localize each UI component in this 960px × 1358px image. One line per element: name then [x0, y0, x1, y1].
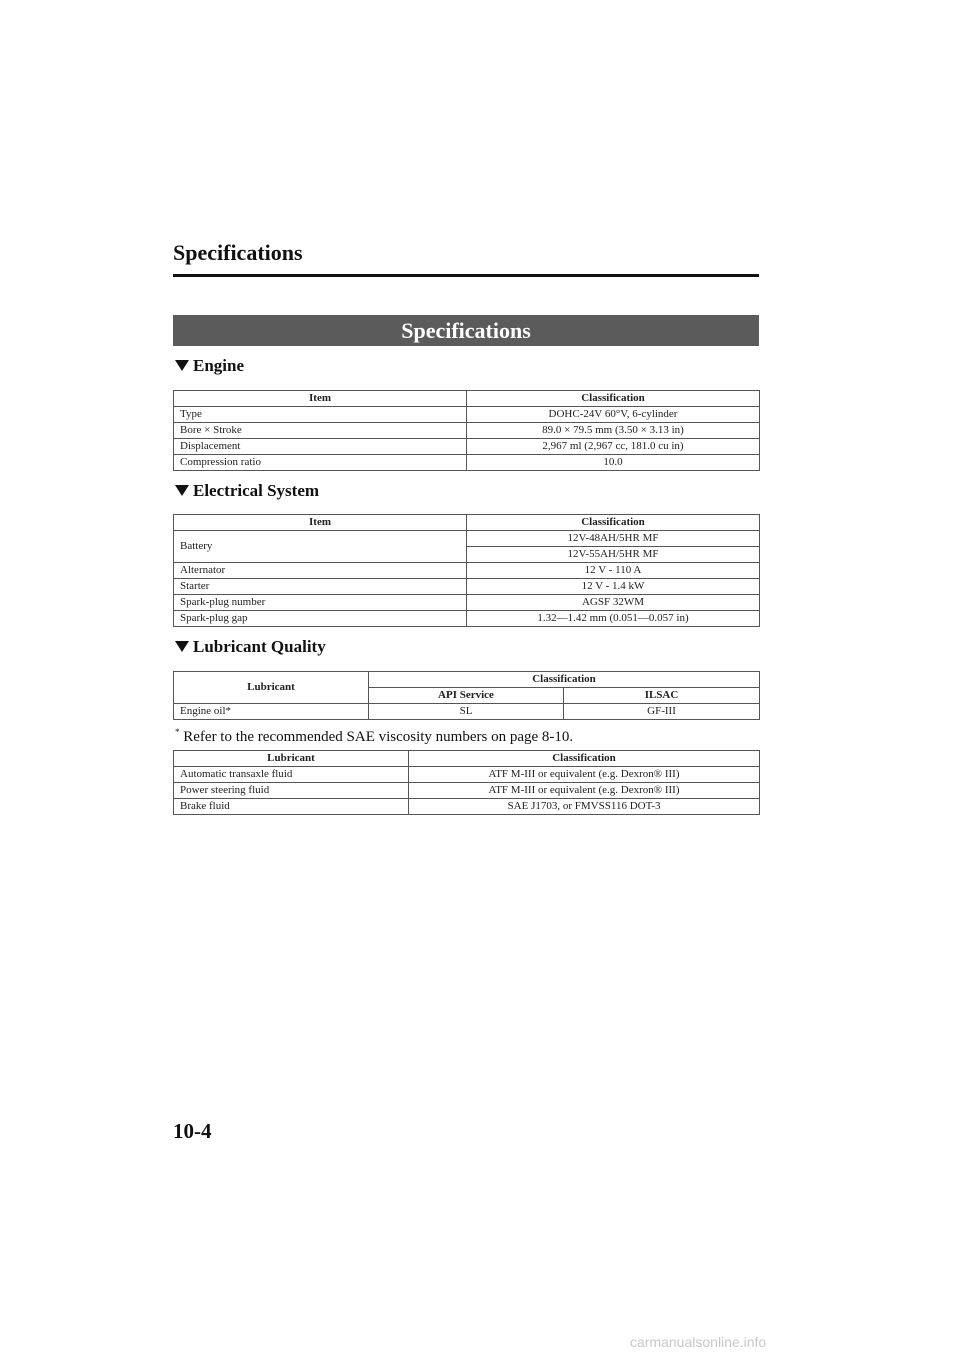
table-row	[174, 704, 760, 720]
table-cell: ATF M-III or equivalent (e.g. Dexron® III)	[409, 783, 760, 799]
table-row	[174, 579, 760, 595]
fluids-table	[173, 750, 760, 815]
table-cell: 12V-55AH/5HR MF	[467, 547, 760, 563]
column-header: Item	[174, 391, 467, 407]
table-cell: Alternator	[174, 563, 467, 579]
table-row	[174, 595, 760, 611]
lubricant-heading	[175, 637, 326, 657]
table-row	[174, 799, 760, 815]
column-header: Lubricant	[174, 672, 369, 704]
table-cell: 12 V - 1.4 kW	[467, 579, 760, 595]
column-header: Classification	[409, 751, 760, 767]
column-header: Classification	[369, 672, 760, 688]
table-row	[174, 407, 760, 423]
table-cell: Compression ratio	[174, 455, 467, 471]
table-cell: Starter	[174, 579, 467, 595]
table-header-row	[174, 672, 760, 688]
electrical-table	[173, 514, 760, 627]
column-header: Lubricant	[174, 751, 409, 767]
table-header-row	[174, 751, 760, 767]
engine-table	[173, 390, 760, 471]
table-cell: ATF M-III or equivalent (e.g. Dexron® III)	[409, 767, 760, 783]
table-cell: Type	[174, 407, 467, 423]
table-cell: GF-III	[564, 704, 760, 720]
column-header: ILSAC	[564, 688, 760, 704]
table-row	[174, 531, 760, 547]
electrical-heading-label: Electrical System	[193, 481, 320, 500]
column-header: Classification	[467, 515, 760, 531]
section-banner: Specifications	[173, 315, 759, 346]
triangle-down-icon	[175, 485, 189, 496]
column-header: Item	[174, 515, 467, 531]
footnote-mark: *	[175, 727, 180, 737]
table-cell: DOHC-24V 60°V, 6-cylinder	[467, 407, 760, 423]
table-cell: Engine oil*	[174, 704, 369, 720]
table-row	[174, 439, 760, 455]
engine-heading	[175, 356, 244, 376]
table-cell: 89.0 × 79.5 mm (3.50 × 3.13 in)	[467, 423, 760, 439]
triangle-down-icon	[175, 641, 189, 652]
engine-heading-label: Engine	[193, 356, 245, 375]
table-cell: SAE J1703, or FMVSS116 DOT-3	[409, 799, 760, 815]
triangle-down-icon	[175, 360, 189, 371]
table-cell: SL	[369, 704, 564, 720]
column-header: API Service	[369, 688, 564, 704]
lubricant-heading-label: Lubricant Quality	[193, 637, 326, 656]
table-cell: Spark-plug gap	[174, 611, 467, 627]
page-title: Specifications	[173, 240, 303, 265]
footnote-text: Refer to the recommended SAE viscosity numbers on page 8-10.	[179, 729, 574, 745]
table-cell: Bore × Stroke	[174, 423, 467, 439]
table-cell: Brake fluid	[174, 799, 409, 815]
table-cell: AGSF 32WM	[467, 595, 760, 611]
table-row	[174, 783, 760, 799]
table-row	[174, 611, 760, 627]
table-row	[174, 455, 760, 471]
table-cell: 12 V - 110 A	[467, 563, 760, 579]
electrical-heading	[175, 481, 319, 501]
table-cell: Power steering fluid	[174, 783, 409, 799]
table-cell: Automatic transaxle fluid	[174, 767, 409, 783]
footnote	[175, 727, 573, 746]
table-cell: 10.0	[467, 455, 760, 471]
table-cell: 1.32—1.42 mm (0.051—0.057 in)	[467, 611, 760, 627]
column-header: Classification	[467, 391, 760, 407]
table-cell: Spark-plug number	[174, 595, 467, 611]
table-cell: Displacement	[174, 439, 467, 455]
table-row	[174, 563, 760, 579]
table-row	[174, 423, 760, 439]
table-header-row	[174, 391, 760, 407]
table-header-row	[174, 515, 760, 531]
table-cell: Battery	[174, 531, 467, 563]
table-row	[174, 767, 760, 783]
table-cell: 2,967 ml (2,967 cc, 181.0 cu in)	[467, 439, 760, 455]
title-divider	[173, 274, 759, 277]
page-number: 10-4	[173, 1119, 212, 1143]
engine-oil-table	[173, 671, 760, 720]
table-cell: 12V-48AH/5HR MF	[467, 531, 760, 547]
watermark: carmanualsonline.info	[630, 1334, 767, 1350]
